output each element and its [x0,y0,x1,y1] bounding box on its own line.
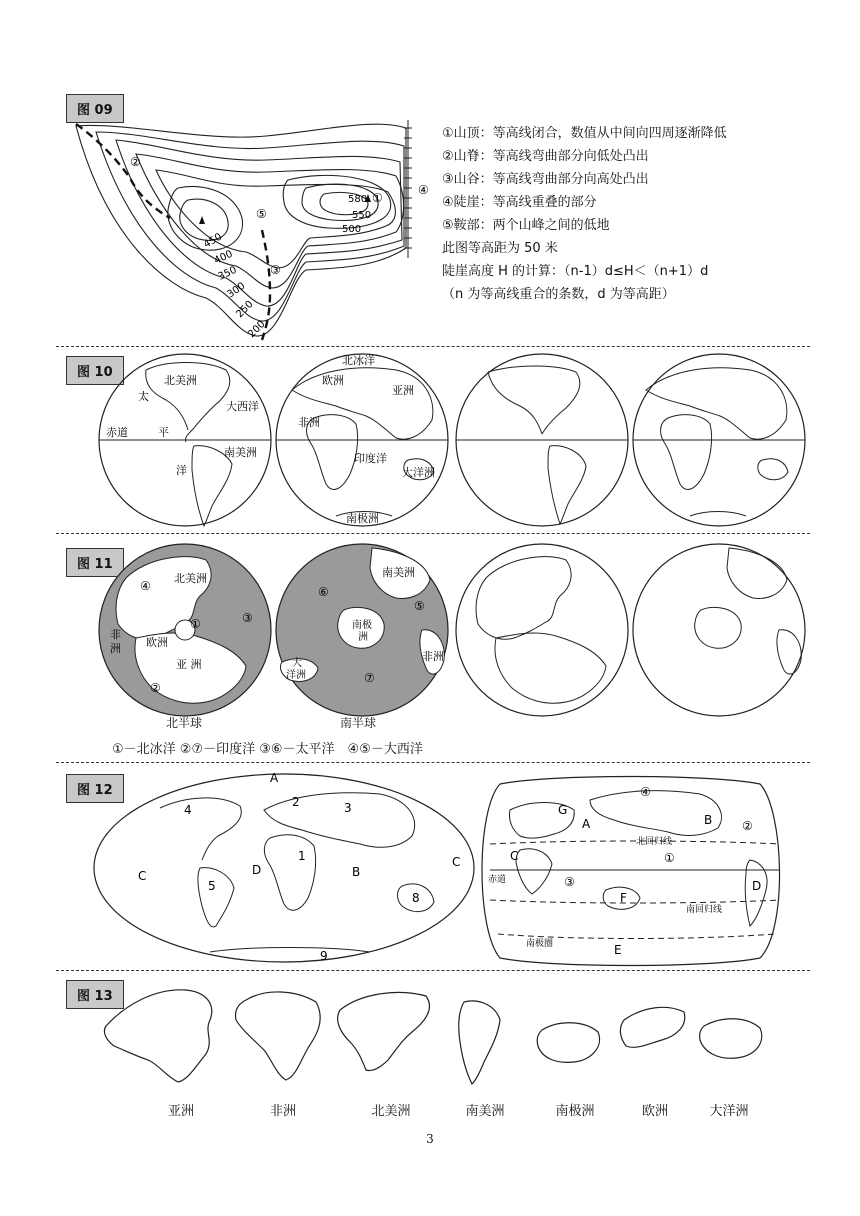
label-antarctica: 南极洲 [346,512,379,525]
divider [56,762,810,763]
label-yang: 洋 [176,464,187,477]
label-tai: 太 [138,390,149,403]
note-cliff-formula: 陡崖高度 H 的计算：（n-1）d≤H＜（n+1）d [442,264,709,279]
marker-2: ② [130,155,141,169]
contour-580: 580 [348,194,368,205]
caption-north: 北半球 [166,716,203,730]
label-asia: 亚洲 [392,384,414,397]
page-number: 3 [426,1132,434,1146]
n-marker-2: ② [150,681,161,695]
contour-250: 250 [234,298,256,321]
contour-map [66,118,429,344]
contour-300: 300 [225,280,248,301]
l-3: 3 [344,801,352,815]
r-F: F [620,891,627,905]
l-5: 5 [208,879,216,893]
s-label-africa: 非洲 [422,650,444,663]
r-tropic-capricorn: 南回归线 [686,905,723,915]
contour-400: 400 [212,248,235,267]
n-label-zhou: 洲 [110,642,121,655]
note-cliff: ④陡崖：等高线重叠的部分 [442,195,597,210]
world-maps-fig12 [90,770,790,970]
r-A: A [582,817,591,831]
name-oceania: 大洋洲 [709,1104,749,1119]
n-marker-4: ④ [140,579,151,593]
r-marker-2: ② [742,819,753,833]
s-marker-6: ⑥ [318,585,329,599]
label-africa: 非洲 [298,416,320,429]
label-equator: 赤道 [106,426,128,439]
caption-south: 南半球 [340,716,377,730]
l-8: 8 [412,891,420,905]
name-asia: 亚洲 [167,1104,194,1119]
contour-550: 550 [352,210,372,221]
divider [56,346,810,347]
label-europe: 欧洲 [322,374,344,387]
l-C-left: C [138,869,147,883]
fig13-label: 图 13 [66,980,124,1009]
name-antarctica: 南极洲 [555,1104,595,1119]
fig10-label: 图 10 [66,356,124,385]
r-E: E [614,943,622,957]
marker-3: ③ [270,263,281,277]
n-label-north-america: 北美洲 [174,572,207,585]
label-arctic: 北冰洋 [342,354,375,367]
note-saddle: ⑤鞍部：两个山峰之间的低地 [442,218,610,233]
label-ping: 平 [158,426,169,439]
s-label-south-america: 南美洲 [382,566,415,579]
r-G: G [558,803,568,817]
fig11-label: 图 11 [66,548,124,577]
contour-500: 500 [342,224,362,235]
polar-globes-fig11 [96,538,816,718]
contour-350: 350 [216,264,239,283]
n-marker-3: ③ [242,611,253,625]
s-label-yangzhou: 洋洲 [286,670,306,681]
note-valley: ③山谷：等高线弯曲部分向高处凸出 [442,172,649,187]
r-antarctic-circle: 南极圈 [526,939,554,949]
name-north-america: 北美洲 [371,1104,411,1119]
label-atlantic: 大西洋 [226,400,259,413]
hemisphere-globes-fig10 [96,350,816,530]
r-C: C [510,849,519,863]
contour-200: 200 [246,318,268,341]
n-label-asia: 亚 洲 [176,658,202,671]
label-oceania: 大洋洲 [402,466,435,479]
r-marker-1: ① [664,851,675,865]
s-label-nanji: 南极 [352,620,372,631]
l-9: 9 [320,949,328,963]
fig11-legend: ①－北冰洋 ②⑦－印度洋 ③⑥－太平洋 ④⑤－大西洋 [112,742,423,757]
divider [56,533,810,534]
label-south-america: 南美洲 [224,446,257,459]
l-1: 1 [298,849,306,863]
note-ridge: ②山脊：等高线弯曲部分向低处凸出 [442,149,649,164]
s-marker-7: ⑦ [364,671,375,685]
l-2: 2 [292,795,300,809]
name-europe: 欧洲 [641,1104,668,1119]
label-indian: 印度洋 [354,452,387,465]
l-D: D [252,863,262,877]
l-A: A [270,771,279,785]
n-marker-1: ① [190,617,201,631]
s-marker-5: ⑤ [414,599,425,613]
continent-outlines-fig13 [96,980,796,1090]
r-marker-4: ④ [640,785,651,799]
marker-5: ⑤ [256,207,267,221]
s-label-da: 大 [292,658,302,669]
label-north-america: 北美洲 [164,374,197,387]
l-C-right: C [452,855,461,869]
contour-450: 450 [202,231,225,251]
l-4: 4 [184,803,192,817]
n-label-europe: 欧洲 [146,636,168,649]
note-interval: 此图等高距为 50 米 [442,241,558,256]
r-D: D [752,879,762,893]
r-equator: 赤道 [488,875,507,885]
name-africa: 非洲 [269,1104,296,1119]
name-south-america: 南美洲 [465,1104,505,1119]
note-summit: ①山顶：等高线闭合，数值从中间向四周逐渐降低 [442,126,727,141]
note-formula-explain: （n 为等高线重合的条数，d 为等高距） [442,287,675,302]
divider [56,970,810,971]
n-label-fei: 非 [110,628,121,641]
marker-4: ④ [418,183,429,197]
s-label-zhou: 洲 [358,632,368,643]
r-marker-3: ③ [564,875,575,889]
marker-1: ① [372,191,383,205]
r-B: B [704,813,713,827]
fig12-label: 图 12 [66,774,124,803]
l-B: B [352,865,361,879]
fig09-label: 图 09 [66,94,124,123]
r-tropic-cancer: 北回归线 [636,837,673,847]
